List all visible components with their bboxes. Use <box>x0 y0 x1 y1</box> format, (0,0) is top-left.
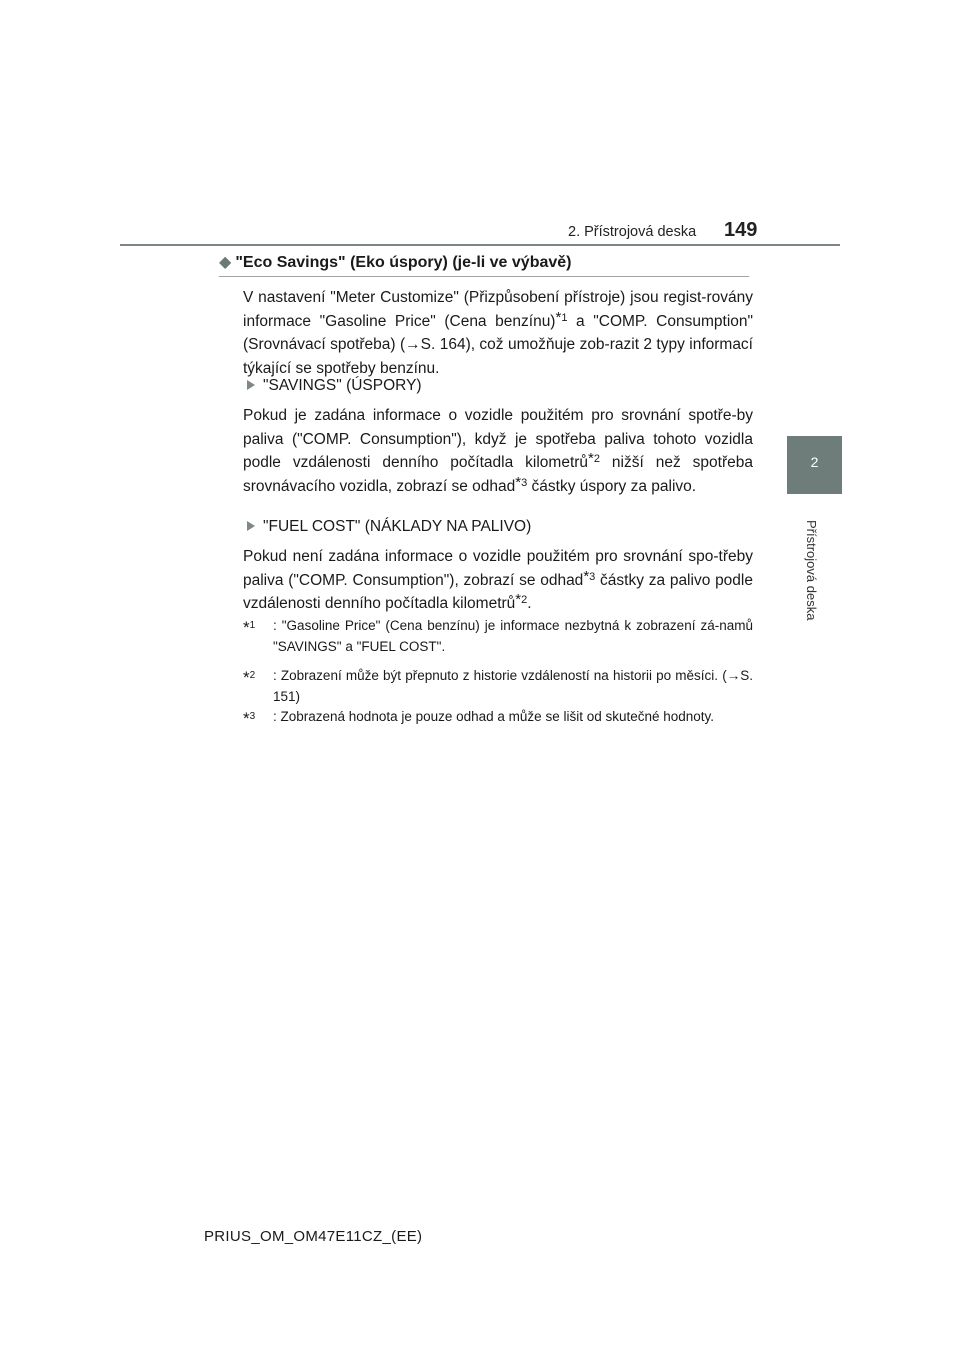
footnote-3-text: : Zobrazená hodnota je pouze odhad a může se lišit od skutečné hodnoty. <box>273 709 715 724</box>
footnote-2-text: : Zobrazení může být přepnuto z historie vzdáleností na historii po měsíci. (→S. 151) <box>273 668 753 704</box>
page-number: 149 <box>724 219 758 241</box>
footnote-1-text: : "Gasoline Price" (Cena benzínu) je informace nezbytná k zobrazení zá-namů "SAVINGS" a "FUEL COST". <box>273 618 753 654</box>
triangle-bullet-icon <box>247 521 255 531</box>
intro-text-3: S. 164), což umožňuje zob-razit 2 typy informací týkající se spotřeby benzínu. <box>243 336 753 377</box>
chapter-tab-number: 2 <box>810 454 819 470</box>
intro-text-1: V nastavení "Meter Customize" (Přizpůsobení přístroje) jsou regist-rovány informace "Gasoline Price" (Cena benzínu) <box>243 289 753 330</box>
item-heading-fuel-cost: "FUEL COST" (NÁKLADY NA PALIVO) <box>243 518 531 536</box>
item-paragraph-savings: Pokud je zadána informace o vozidle použitém pro srovnání spotře-by paliva ("COMP. Consumption"), když je spotřeba paliva tohoto vozidla podle vzdálenosti denního počítadla kilometrů$^{*2}$ nižší než spotřeba srovnávacího vozidla, zobrazí se odhad$^{*3}$ částky úspory za palivo. <box>243 407 753 495</box>
intro-paragraph <box>243 286 753 380</box>
footnote-ref: *3 <box>583 567 596 585</box>
diamond-icon: ◆ <box>219 254 232 271</box>
chapter-tab-label: Přístrojová deska <box>804 520 819 621</box>
triangle-bullet-icon <box>247 380 255 390</box>
section-title-text: "Eco Savings" (Eko úspory) (je-li ve výbavě) <box>235 254 572 271</box>
item-heading-savings: "SAVINGS" (ÚSPORY) <box>243 377 422 395</box>
intro-text-2: a "COMP. Consumption" (Srovnávací spotřeba) ( <box>243 312 754 353</box>
section-divider <box>219 276 749 277</box>
chapter-tab <box>787 436 842 494</box>
running-header-section: 2. Přístrojová deska <box>568 224 697 240</box>
arrow-icon: → <box>405 336 421 353</box>
item-paragraph-fuel-cost: Pokud není zadána informace o vozidle použitém pro srovnání spo-třeby paliva ("COMP. Consumption"), zobrazí se odhad$^{*3}$ částky za palivo podle vzdálenosti denního počítadla kilometrů$^{*2}$. <box>243 548 753 612</box>
arrow-icon: → <box>726 668 741 683</box>
footnote-ref: *3 <box>515 473 528 491</box>
footnote-ref: *1 <box>555 308 568 326</box>
footnote-1: *$^1$ : "Gasoline Price" (Cena benzínu) je informace nezbytná k zobrazení zá-namů "SAVINGS" a "FUEL COST". <box>243 615 753 657</box>
section-title <box>219 252 571 272</box>
footnote-ref: *2 <box>588 450 600 467</box>
footnote-2: *$^2$ : Zobrazení může být přepnuto z historie vzdáleností na historii po měsíci. (→S. 151) <box>243 665 753 707</box>
footnote-3: *$^3$ : Zobrazená hodnota je pouze odhad a může se lišit od skutečné hodnoty. <box>243 706 753 727</box>
footnote-ref: *2 <box>515 591 528 608</box>
document-code: PRIUS_OM_OM47E11CZ_(EE) <box>204 1228 423 1245</box>
header-divider <box>120 244 840 246</box>
